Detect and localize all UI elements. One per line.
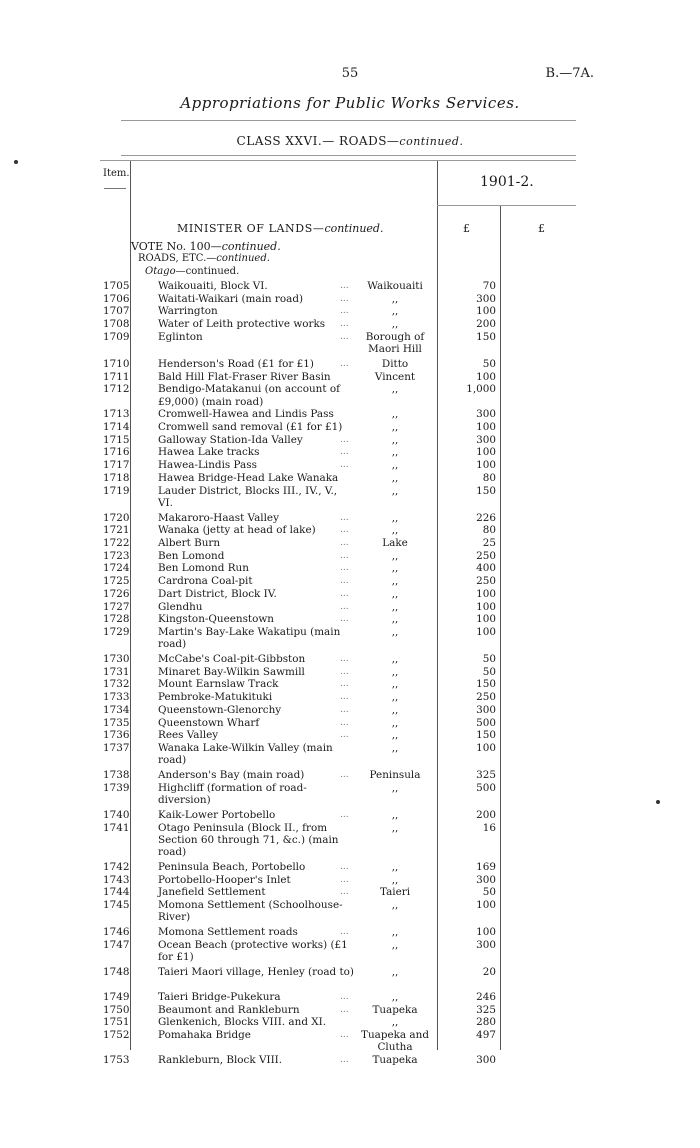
item-location: ,, [391,408,399,421]
item-number: 1726 [103,587,130,600]
item-amount: 325 [476,1003,496,1016]
item-name: Rankleburn, Block VIII. ... [158,1054,354,1066]
item-location: Borough of Maori Hill [365,330,425,356]
item-amount: 250 [476,691,496,704]
item-name: Cromwell-Hawea and Lindis Pass [158,408,334,421]
item-amount: 50 [482,665,496,678]
item-location: Tuapeka and Clutha [361,1029,429,1054]
item-number: 1710 [103,357,130,370]
item-amount: 100 [476,446,496,459]
item-location: ,, [391,716,399,729]
item-name: Eglinton ... [158,331,354,343]
item-number: 1724 [103,562,130,575]
item-header-rule [104,188,126,189]
item-amount: 20 [482,965,496,978]
item-number: 1736 [103,729,130,742]
class-heading-continued: continued. [399,135,464,148]
item-amount: 169 [476,860,496,873]
item-name: Queenstown-Glenorchy ... [158,704,354,716]
district-heading-continued: continued. [185,266,240,277]
item-amount: 80 [482,471,496,484]
item-number: 1734 [103,703,130,716]
item-amount: 100 [476,370,496,383]
item-column-border [130,160,131,1050]
item-location: Waikouaiti [367,280,423,292]
item-number: 1733 [103,691,130,704]
item-number: 1732 [103,678,130,691]
class-heading [0,134,700,148]
item-name: Cromwell sand removal (£1 for £1) [158,421,343,433]
item-number: 1744 [103,886,130,899]
item-location: ,, [391,484,399,497]
item-amount: 400 [476,562,496,575]
item-location: ,, [391,549,399,562]
item-location: ,, [391,938,399,951]
item-name: Ben Lomond ... [158,550,354,562]
item-name: Henderson's Road (£1 for £1) ... [158,358,354,370]
item-location: Peninsula [369,769,421,781]
item-number: 1717 [103,459,130,472]
item-name: Glenkenich, Blocks VIII. and XI. [158,1016,327,1029]
item-number: 1727 [103,600,130,613]
item-amount: 300 [476,292,496,305]
item-location: ,, [391,781,399,794]
item-name: Bendigo-Matakanui (on account of £9,000) (main road) [158,383,340,408]
item-number: 1725 [103,575,130,588]
item-name: Taieri Bridge-Pukekura ... [158,991,354,1003]
item-number: 1720 [103,511,130,524]
item-location: ,, [391,383,399,396]
item-location: ,, [391,292,399,305]
item-number: 1709 [103,330,130,343]
item-amount: 300 [476,1054,496,1066]
roads-heading-text: ROADS, ETC.— [138,253,217,264]
item-location: ,, [391,305,399,318]
year-header: 1901-2. [480,174,534,190]
item-number: 1738 [103,769,130,781]
item-number: 1707 [103,305,130,318]
item-amount: 80 [482,524,496,537]
roads-heading-continued: continued. [216,253,270,264]
item-location: ,, [391,808,399,821]
item-number: 1739 [103,781,130,794]
item-number: 1719 [103,484,130,497]
item-name: Warrington ... [158,305,354,317]
item-amount: 100 [476,741,496,754]
item-location: ,, [391,926,399,939]
item-name: Hawea Lake tracks ... [158,446,354,458]
item-amount: 50 [482,357,496,370]
item-number: 1750 [103,1003,130,1016]
item-location: ,, [391,729,399,742]
item-number: 1743 [103,873,130,886]
item-name: Makaroro-Haast Valley ... [158,512,354,524]
class-rule [121,155,576,156]
item-amount: 325 [476,769,496,781]
item-name: Wanaka Lake-Wilkin Valley (main road) [158,741,333,767]
item-name: Portobello-Hooper's Inlet ... [158,874,354,886]
minister-heading-text: MINISTER OF LANDS— [177,222,325,235]
minister-heading-continued: continued. [324,222,384,235]
item-location: Taieri [379,886,411,899]
item-location: ,, [391,665,399,678]
item-amount: 300 [476,703,496,716]
item-amount: 200 [476,318,496,331]
item-number: 1730 [103,653,130,665]
item-name: Kaik-Lower Portobello ... [158,809,354,821]
item-location: ,, [391,459,399,472]
item-amount: 16 [482,821,496,834]
item-name: Waikouaiti, Block VI. ... [158,280,354,292]
item-name: Ben Lomond Run ... [158,562,354,574]
amount-column-border [500,205,501,1050]
item-name: Pembroke-Matukituki ... [158,691,354,703]
item-location: ,, [391,600,399,613]
item-name: McCabe's Coal-pit-Gibbston ... [158,653,354,665]
item-amount: 226 [476,511,496,524]
item-location: Tuapeka [372,1003,418,1016]
item-amount: 100 [476,421,496,433]
item-location: Vincent [374,370,416,383]
item-amount: 280 [476,1016,496,1029]
item-number: 1728 [103,613,130,626]
item-number: 1741 [103,821,130,834]
title-rule [121,120,576,121]
item-amount: 497 [476,1029,496,1041]
item-amount: 500 [476,716,496,729]
item-location: ,, [391,691,399,704]
item-location: ,, [391,678,399,691]
document-reference: B.—7A. [545,66,594,81]
item-number: 1722 [103,537,130,549]
item-amount: 1,000 [466,383,496,396]
district-heading-text: Otago— [145,266,186,277]
item-number: 1751 [103,1016,130,1029]
item-number: 1723 [103,549,130,562]
item-location: ,, [391,524,399,537]
item-name: Peninsula Beach, Portobello ... [158,861,354,873]
item-location: ,, [391,899,399,911]
item-number: 1721 [103,524,130,537]
item-location: ,, [391,575,399,588]
item-location: ,, [391,318,399,331]
item-name: Hawea Bridge-Head Lake Wanaka [158,471,339,484]
item-amount: 100 [476,926,496,939]
year-rule [437,205,576,206]
item-name: Janefield Settlement ... [158,886,354,898]
item-location: ,, [391,511,399,524]
item-location: Lake [382,537,408,549]
item-location: ,, [391,613,399,626]
item-name: Hawea-Lindis Pass ... [158,459,354,471]
item-number: 1735 [103,716,130,729]
item-number: 1752 [103,1029,130,1041]
item-location: ,, [391,471,399,484]
item-number: 1746 [103,926,130,939]
item-number: 1712 [103,383,130,396]
vote-heading [131,240,281,253]
item-amount: 100 [476,459,496,472]
item-number: 1729 [103,625,130,638]
item-location: ,, [391,990,399,1003]
item-amount: 246 [476,990,496,1003]
item-name: Water of Leith protective works ... [158,318,354,330]
item-number: 1708 [103,318,130,331]
item-amount: 200 [476,808,496,821]
item-amount: 150 [476,330,496,343]
item-name: Wanaka (jetty at head of lake) ... [158,524,354,536]
item-location: ,, [391,587,399,600]
item-number: 1711 [103,370,130,383]
item-amount: 500 [476,781,496,794]
item-location: ,, [391,860,399,873]
margin-mark [656,800,660,804]
roads-heading [138,253,270,264]
item-column-header: Item. [103,168,130,179]
item-number: 1705 [103,280,130,292]
item-amount: 250 [476,575,496,588]
item-number: 1753 [103,1054,130,1066]
item-name: Minaret Bay-Wilkin Sawmill ... [158,666,354,678]
item-amount: 100 [476,625,496,638]
item-name: Glendhu ... [158,601,354,613]
item-amount: 100 [476,305,496,318]
item-name: Momona Settlement (Schoolhouse-River) [158,899,343,924]
item-amount: 100 [476,613,496,626]
item-location: ,, [391,741,399,754]
item-amount: 70 [482,280,496,292]
item-amount: 100 [476,899,496,911]
class-heading-text: CLASS XXVI.— ROADS— [236,134,400,148]
item-number: 1714 [103,421,130,433]
item-location: ,, [391,653,399,665]
item-number: 1715 [103,433,130,446]
item-number: 1749 [103,990,130,1003]
margin-mark [14,160,18,164]
item-number: 1745 [103,899,130,911]
item-name: Ocean Beach (protective works) (£1 for £1) [158,938,348,964]
item-location: ,, [391,446,399,459]
table-top-rule [100,160,576,161]
vote-heading-text: VOTE No. 100— [131,240,222,253]
item-name: Waitati-Waikari (main road) ... [158,293,354,305]
item-amount: 50 [482,653,496,665]
item-amount: 150 [476,729,496,742]
item-number: 1742 [103,860,130,873]
location-column-border [437,160,438,1050]
item-number: 1747 [103,938,130,951]
item-amount: 150 [476,678,496,691]
item-location: Ditto [381,357,409,370]
item-location: ,, [391,965,399,978]
pound-sign-col2: £ [538,222,545,235]
item-name: Beaumont and Rankleburn ... [158,1004,354,1016]
item-name: Albert Burn ... [158,537,354,549]
item-name: Kingston-Queenstown ... [158,613,354,625]
item-name: Queenstown Wharf ... [158,717,354,729]
item-name: Cardrona Coal-pit ... [158,575,354,587]
item-location: ,, [391,703,399,716]
item-name: Anderson's Bay (main road) ... [158,769,354,781]
item-amount: 100 [476,587,496,600]
item-location: ,, [391,421,399,433]
item-name: Taieri Maori village, Henley (road to) [158,965,354,978]
item-amount: 300 [476,408,496,421]
item-name: Otago Peninsula (Block II., from Section 60 through 71, &c.) (main road) [158,821,339,859]
item-location: ,, [391,433,399,446]
item-location: Tuapeka [372,1054,418,1066]
item-amount: 300 [476,433,496,446]
item-location: ,, [391,821,399,834]
vote-heading-continued: continued. [221,240,281,253]
item-amount: 150 [476,484,496,497]
item-location: ,, [391,1016,399,1029]
item-location: ,, [391,873,399,886]
item-number: 1718 [103,471,130,484]
item-name: Momona Settlement roads ... [158,926,354,938]
item-number: 1731 [103,665,130,678]
item-number: 1716 [103,446,130,459]
item-number: 1713 [103,408,130,421]
item-name: Mount Earnslaw Track ... [158,678,354,690]
page-title: Appropriations for Public Works Services. [180,94,520,112]
page-number: 55 [341,66,359,81]
item-number: 1740 [103,808,130,821]
item-number: 1706 [103,292,130,305]
item-name: Rees Valley ... [158,729,354,741]
item-number: 1748 [103,965,130,978]
item-location: ,, [391,562,399,575]
item-amount: 100 [476,600,496,613]
item-name: Martin's Bay-Lake Wakatipu (main road) [158,625,341,651]
item-amount: 300 [476,873,496,886]
item-amount: 300 [476,938,496,951]
item-amount: 50 [482,886,496,899]
item-amount: 25 [482,537,496,549]
item-name: Highcliff (formation of road-diversion) [158,781,307,806]
item-name: Galloway Station-Ida Valley ... [158,434,354,446]
item-name: Pomahaka Bridge ... [158,1029,354,1041]
pound-sign-col1: £ [463,222,470,235]
item-location: ,, [391,625,399,638]
item-number: 1737 [103,741,130,754]
item-amount: 250 [476,549,496,562]
item-name: Dart District, Block IV. ... [158,588,354,600]
item-name: Bald Hill Flat-Fraser River Basin [158,370,331,383]
district-heading [145,266,239,277]
item-name: Lauder District, Blocks III., IV., V., VI. [158,484,338,509]
minister-heading [177,222,383,235]
